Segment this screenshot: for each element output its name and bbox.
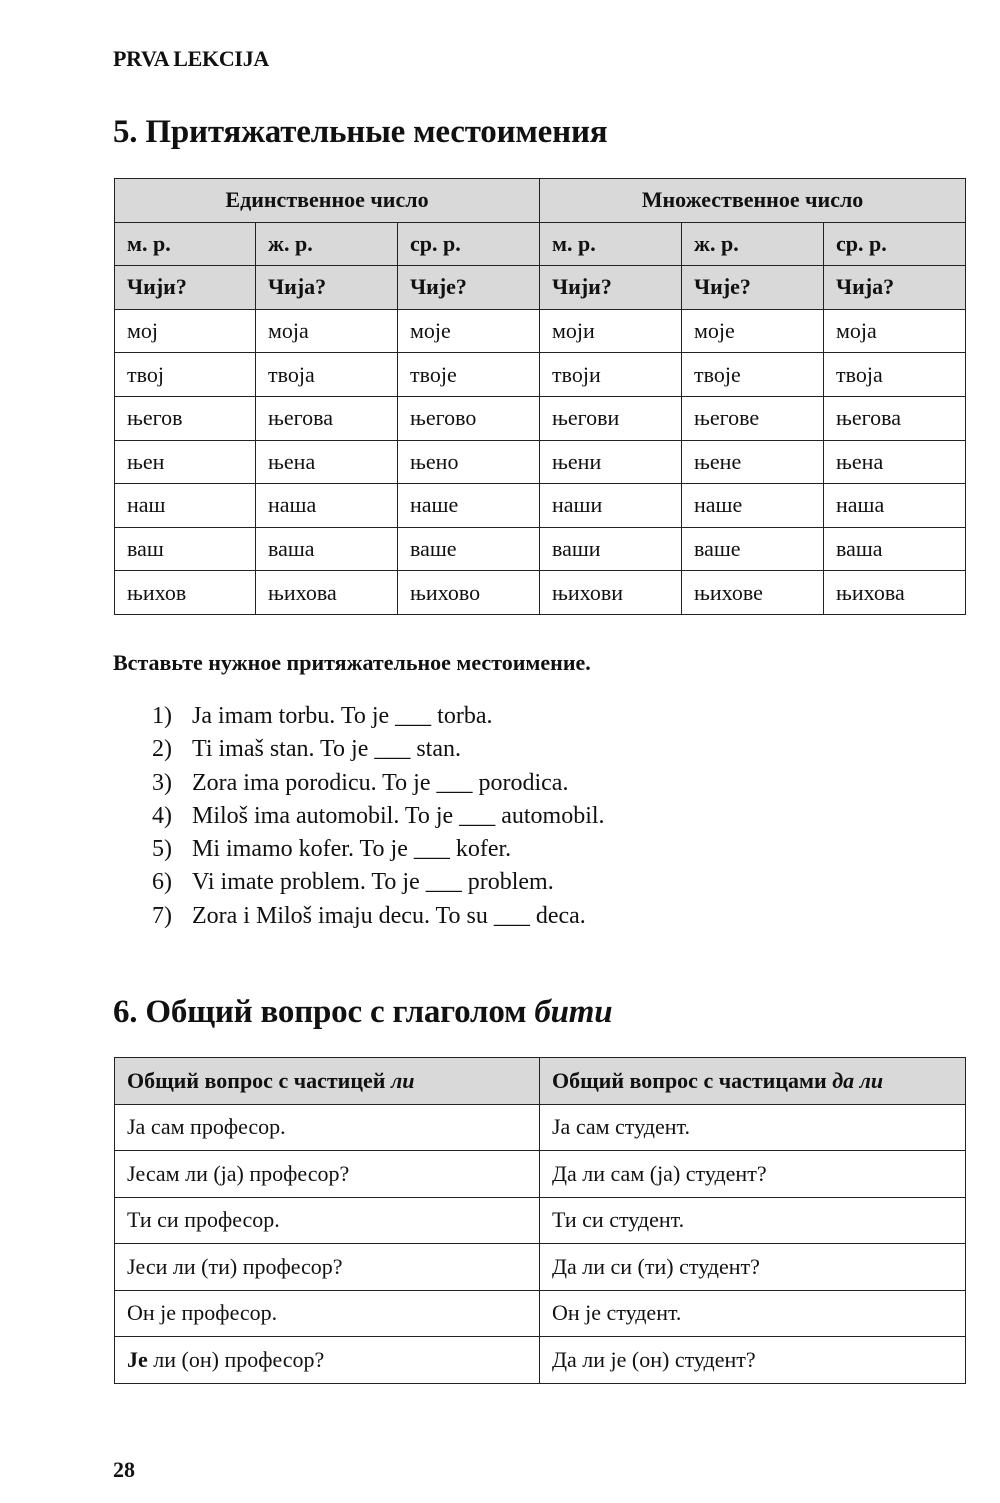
- exercise-item: [152, 733, 605, 766]
- page-number: 28: [113, 1457, 135, 1482]
- table-row: [115, 1104, 966, 1151]
- table-cell: ваши: [540, 527, 682, 571]
- table-row: [115, 571, 966, 615]
- exercise-item: [152, 700, 605, 733]
- cell-rest: ли (он) професор?: [147, 1346, 325, 1372]
- col1-header: [115, 1058, 540, 1105]
- table-cell: његово: [398, 396, 540, 440]
- group-header-row: [115, 179, 966, 223]
- table-cell: њихов: [115, 571, 256, 615]
- exercise-text: Zora i Miloš imaju decu. To su ___ deca.: [192, 902, 586, 929]
- exercise-number: 4): [152, 802, 172, 829]
- section-5-title: 5. Притяжательные местоимения: [113, 114, 608, 150]
- table-cell: наше: [682, 484, 824, 528]
- table-cell: твоја: [256, 353, 398, 397]
- table-cell: ваше: [398, 527, 540, 571]
- table-row: [115, 1290, 966, 1337]
- exercise-text: Vi imate problem. To je ___ problem.: [192, 869, 554, 896]
- table-cell: моји: [540, 309, 682, 353]
- table-cell: твоје: [682, 353, 824, 397]
- gender-header: м. р.: [115, 222, 256, 266]
- exercise-text: Ja imam torbu. To je ___ torba.: [192, 703, 493, 729]
- table-cell: мој: [115, 309, 256, 353]
- table-cell: Ја сам студент.: [540, 1104, 966, 1151]
- table-cell: Да ли је (он) студент?: [540, 1337, 966, 1384]
- exercise-number: 6): [152, 869, 172, 896]
- gender-header: м. р.: [540, 222, 682, 266]
- table-row: [115, 484, 966, 528]
- table-cell: њихова: [256, 571, 398, 615]
- table-cell: њихово: [398, 571, 540, 615]
- table-cell: Да ли сам (ја) студент?: [540, 1151, 966, 1198]
- question-header: Чије?: [682, 266, 824, 310]
- exercise-text: Ti imaš stan. To je ___ stan.: [192, 736, 462, 763]
- exercise-instruction: Вставьте нужное притяжательное местоимение.: [113, 650, 591, 675]
- question-header: Чији?: [540, 266, 682, 310]
- gender-header-row: [115, 222, 966, 266]
- table-row: [115, 1197, 966, 1244]
- exercise-item: [152, 900, 605, 933]
- table-row: [115, 1244, 966, 1291]
- table-cell: твоје: [398, 353, 540, 397]
- table-cell: њен: [115, 440, 256, 484]
- section-6-title-text: 6. Общий вопрос с глаголом: [113, 994, 527, 1030]
- table-row: [115, 1337, 966, 1384]
- question-header: Чија?: [256, 266, 398, 310]
- exercise-number: 1): [152, 703, 172, 729]
- col2-header-italic: да ли: [832, 1067, 884, 1093]
- question-header: Чији?: [115, 266, 256, 310]
- table-cell: њена: [256, 440, 398, 484]
- table-cell: наши: [540, 484, 682, 528]
- table-cell: ваш: [115, 527, 256, 571]
- general-question-table: [114, 1057, 966, 1384]
- table-cell: њихови: [540, 571, 682, 615]
- table-row: [115, 396, 966, 440]
- exercise-text: Mi imamo kofer. To je ___ kofer.: [192, 836, 512, 863]
- table-row: [115, 309, 966, 353]
- table-cell: Ти си студент.: [540, 1197, 966, 1244]
- table-cell: њихова: [824, 571, 966, 615]
- table-cell: Да ли си (ти) студент?: [540, 1244, 966, 1291]
- table-cell: моја: [824, 309, 966, 353]
- exercise-number: 3): [152, 769, 172, 796]
- exercise-item: [152, 866, 605, 899]
- table-cell: моје: [682, 309, 824, 353]
- table-cell: твоји: [540, 353, 682, 397]
- gender-header: ж. р.: [256, 222, 398, 266]
- possessive-pronouns-table: [114, 178, 966, 615]
- singular-header: Единственное число: [115, 179, 540, 223]
- exercise-item: [152, 833, 605, 866]
- table-cell: твоја: [824, 353, 966, 397]
- col1-header-text: Общий вопрос с частицей: [127, 1067, 386, 1093]
- question-header: Чија?: [824, 266, 966, 310]
- table-cell: њено: [398, 440, 540, 484]
- table-cell: ваша: [824, 527, 966, 571]
- table-cell: ваша: [256, 527, 398, 571]
- table-cell: његов: [115, 396, 256, 440]
- gender-header: ср. р.: [824, 222, 966, 266]
- exercise-text: Zora ima porodicu. To je ___ porodica.: [192, 769, 569, 796]
- table-cell: Јесам ли (ја) професор?: [115, 1151, 540, 1198]
- col2-header: [540, 1058, 966, 1105]
- table-cell: њене: [682, 440, 824, 484]
- table-cell: његови: [540, 396, 682, 440]
- question-table-header-row: [115, 1058, 966, 1105]
- table-cell: његова: [824, 396, 966, 440]
- exercise-text: Miloš ima automobil. To je ___ automobil.: [192, 802, 605, 829]
- exercise-list: [152, 700, 605, 933]
- table-row: [115, 1151, 966, 1198]
- table-cell: наш: [115, 484, 256, 528]
- table-cell: њена: [824, 440, 966, 484]
- table-cell: његова: [256, 396, 398, 440]
- table-cell: Ја сам професор.: [115, 1104, 540, 1151]
- exercise-item: [152, 800, 605, 833]
- table-cell: ваше: [682, 527, 824, 571]
- table-cell: моје: [398, 309, 540, 353]
- table-cell: Он је студент.: [540, 1290, 966, 1337]
- exercise-number: 2): [152, 736, 172, 763]
- table-cell: [115, 1337, 540, 1384]
- exercise-item: [152, 767, 605, 800]
- exercise-number: 5): [152, 836, 172, 863]
- table-cell: наша: [824, 484, 966, 528]
- question-header-row: [115, 266, 966, 310]
- exercise-number: 7): [152, 902, 172, 929]
- table-cell: наше: [398, 484, 540, 528]
- table-cell: њихове: [682, 571, 824, 615]
- gender-header: ж. р.: [682, 222, 824, 266]
- col2-header-text: Общий вопрос с частицами: [552, 1067, 827, 1093]
- table-cell: Јеси ли (ти) професор?: [115, 1244, 540, 1291]
- running-head: PRVA LEKCIJA: [113, 46, 269, 71]
- plural-header: Множественное число: [540, 179, 966, 223]
- gender-header: ср. р.: [398, 222, 540, 266]
- table-cell: његове: [682, 396, 824, 440]
- table-cell: моја: [256, 309, 398, 353]
- table-row: [115, 440, 966, 484]
- question-header: Чије?: [398, 266, 540, 310]
- col1-header-italic: ли: [390, 1067, 415, 1093]
- table-row: [115, 353, 966, 397]
- table-cell: њени: [540, 440, 682, 484]
- table-cell: Он је професор.: [115, 1290, 540, 1337]
- table-cell: Ти си професор.: [115, 1197, 540, 1244]
- table-row: [115, 527, 966, 571]
- section-6-title: [113, 994, 612, 1031]
- section-6-title-italic: бити: [534, 994, 613, 1030]
- table-cell: наша: [256, 484, 398, 528]
- table-cell: твој: [115, 353, 256, 397]
- bold-verb: Је: [127, 1346, 148, 1372]
